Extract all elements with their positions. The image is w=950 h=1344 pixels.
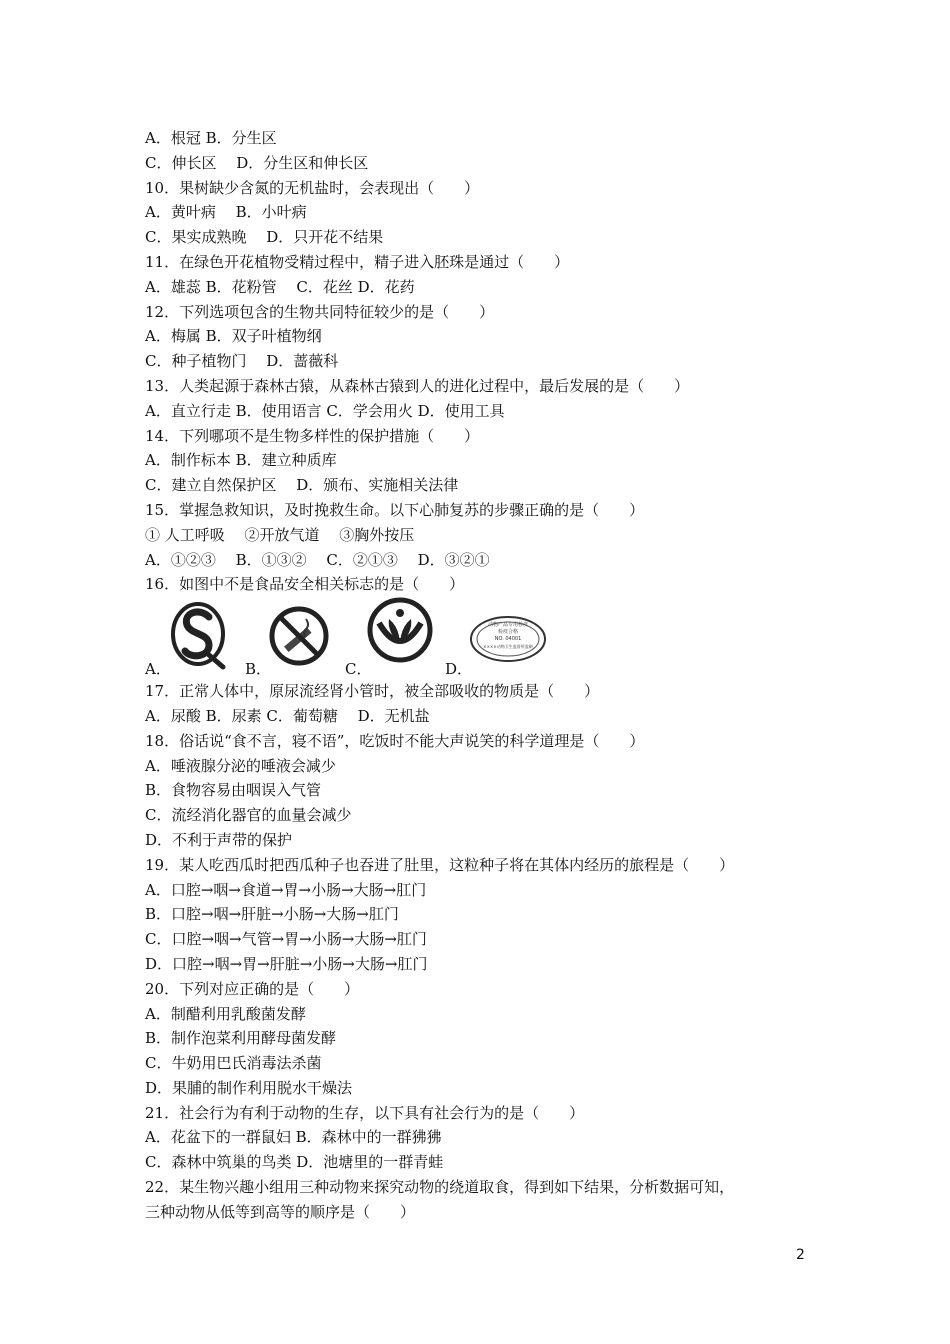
text-line: 17．正常人体中，原尿流经肾小管时，被全部吸收的物质是（ ） (145, 682, 600, 701)
text-line: 11．在绿色开花植物受精过程中，精子进入胚珠是通过（ ） (145, 252, 570, 271)
text-line: C．口腔→咽→气管→胃→小肠→大肠→肛门 (145, 930, 427, 949)
no-smoking-icon (268, 605, 330, 667)
text-line: 18．俗话说“食不言，寝不语”，吃饭时不能大声说笑的科学道理是（ ） (145, 731, 645, 750)
questions-part-2 (145, 679, 825, 1225)
text-line: C．建立自然保护区 D．颁布、实施相关法律 (145, 476, 459, 495)
text-line: A．雄蕊 B．花粉管 C．花丝 D．花药 (145, 277, 415, 296)
text-line: 12．下列选项包含的生物共同特征较少的是（ ） (145, 302, 495, 321)
text-line: D．口腔→咽→胃→肝脏→小肠→大肠→肛门 (145, 954, 428, 973)
text-line: C．牛奶用巴氏消毒法杀菌 (145, 1054, 322, 1073)
text-line: 19．某人吃西瓜时把西瓜种子也吞进了肚里，这粒种子将在其体内经历的旅程是（ ） (145, 855, 735, 874)
text-line: C．流经消化器官的血量会减少 (145, 806, 352, 825)
text-line: 20．下列对应正确的是（ ） (145, 979, 360, 998)
stamp-line: NO. 04001 (494, 636, 522, 643)
option-b-label: B． (245, 660, 272, 679)
page-number: 2 (796, 1247, 805, 1263)
text-line: A．尿酸 B．尿素 C．葡萄糖 D．无机盐 (145, 706, 430, 725)
text-line: 16．如图中不是食品安全相关标志的是（ ） (145, 575, 465, 594)
questions-part-1 (145, 126, 825, 597)
option-a-label: A． (145, 660, 171, 679)
text-line: 三种动物从低等到高等的顺序是（ ） (145, 1202, 416, 1221)
question-page (145, 126, 825, 1225)
stamp-line: 动物产品专用检疫 (487, 622, 528, 629)
text-line: B．口腔→咽→肝脏→小肠→大肠→肛门 (145, 905, 399, 924)
text-line: ① 人工呼吸 ②开放气道 ③胸外按压 (145, 525, 415, 544)
text-line: A．花盆下的一群鼠妇 B．森林中的一群狒狒 (145, 1128, 442, 1147)
text-line: A．制作标本 B．建立种质库 (145, 451, 337, 470)
stamp-line: 检疫合格 (497, 629, 518, 636)
text-line: A．黄叶病 B．小叶病 (145, 203, 307, 222)
text-line: A．唾液腺分泌的唾液会减少 (145, 756, 336, 775)
text-line: B．食物容易由咽误入气管 (145, 781, 322, 800)
text-line: 10．果树缺少含氮的无机盐时，会表现出（ ） (145, 178, 480, 197)
text-line: 21．社会行为有利于动物的生存，以下具有社会行为的是（ ） (145, 1103, 585, 1122)
text-line: A．直立行走 B．使用语言 C．学会用火 D．使用工具 (145, 401, 505, 420)
text-line: 15．掌握急救知识，及时挽救生命。以下心肺复苏的步骤正确的是（ ） (145, 500, 645, 519)
text-line: A．制醋利用乳酸菌发酵 (145, 1004, 306, 1023)
option-d-label: D． (445, 660, 473, 679)
green-food-logo-icon (367, 597, 433, 663)
text-line: 22．某生物兴趣小组用三种动物来探究动物的绕道取食，得到如下结果，分析数据可知， (145, 1178, 735, 1197)
text-line: D．果脯的制作利用脱水干燥法 (145, 1078, 353, 1097)
text-line: A．梅属 B．双子叶植物纲 (145, 327, 322, 346)
stamp-line: ××××动物卫生监督所监制 (483, 644, 533, 650)
text-line: C．伸长区 D．分生区和伸长区 (145, 153, 369, 172)
option-c-label: C． (345, 660, 372, 679)
text-line: 14．下列哪项不是生物多样性的保护措施（ ） (145, 426, 480, 445)
text-line: B．制作泡菜利用酵母菌发酵 (145, 1029, 337, 1048)
text-line: A．口腔→咽→食道→胃→小肠→大肠→肛门 (145, 880, 427, 899)
text-line: C．果实成熟晚 D．只开花不结果 (145, 228, 384, 247)
text-line: 13．人类起源于森林古猿，从森林古猿到人的进化过程中，最后发展的是（ ） (145, 376, 690, 395)
food-safety-logos-figure (145, 597, 825, 679)
text-line: C．森林中筑巢的鸟类 D．池塘里的一群青蛙 (145, 1153, 444, 1172)
text-line: C．种子植物门 D．蔷薇科 (145, 352, 339, 371)
text-line: A．①②③ B．①③② C．②①③ D．③②① (145, 550, 490, 569)
quarantine-stamp-icon (469, 615, 547, 663)
text-line: A．根冠 B．分生区 (145, 129, 277, 147)
qs-logo-icon (169, 599, 227, 671)
text-line: D．不利于声带的保护 (145, 830, 293, 849)
